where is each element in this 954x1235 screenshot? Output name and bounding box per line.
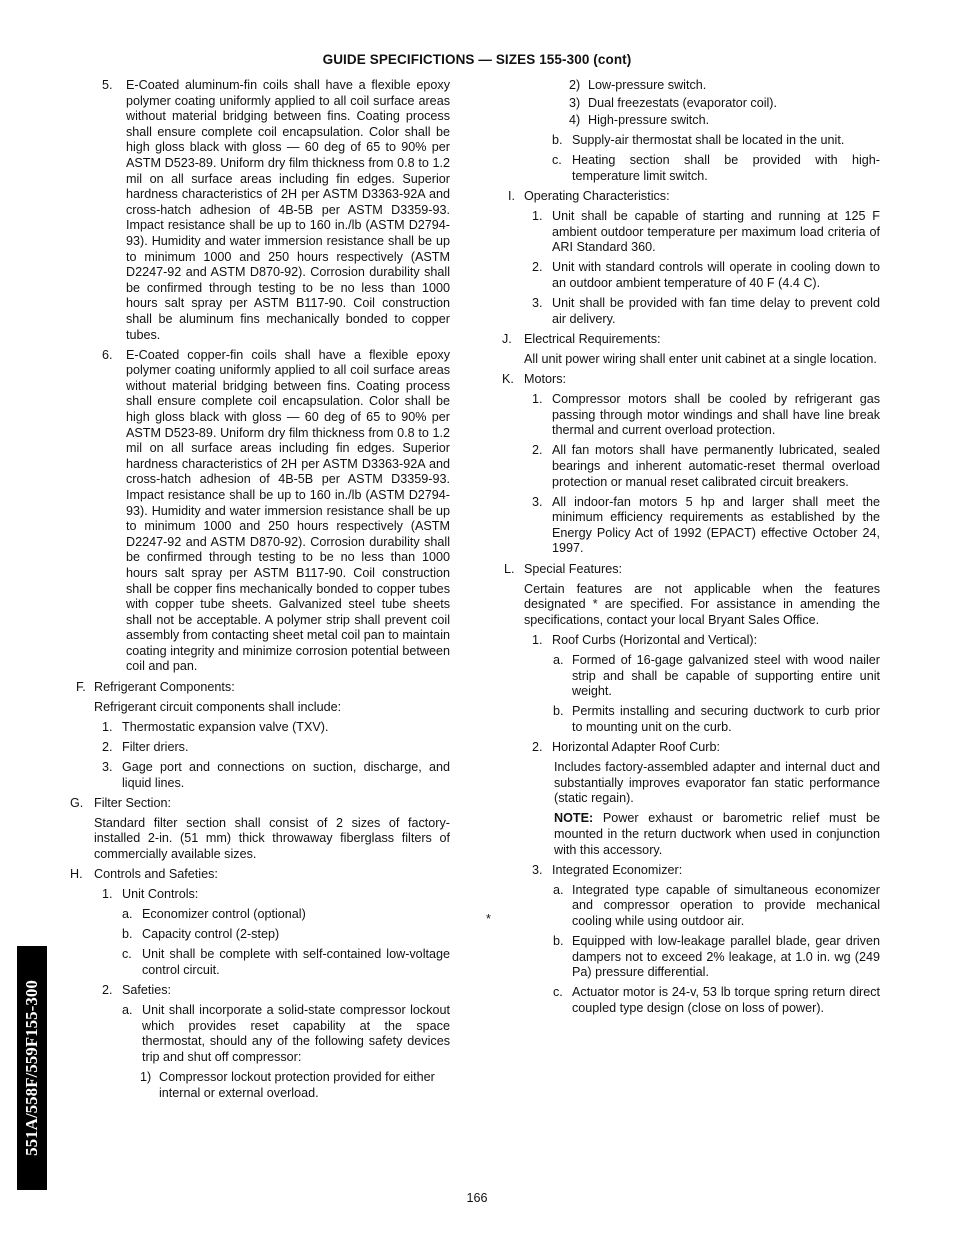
item-letter: b.	[553, 704, 564, 719]
section-k-heading	[502, 372, 880, 388]
item-number: 1.	[532, 209, 543, 224]
section-g-text: Standard filter section shall consist of 2 sizes of factory-installed 2-in. (51 mm) thick throwaway fiberglass filters of commercially available sizes.	[94, 815, 450, 861]
spec-item-e5	[96, 78, 450, 343]
page-number: 166	[466, 1191, 488, 1205]
item-letter: b.	[553, 934, 564, 948]
item-text: Integrated type capable of simultaneous economizer and compressor operation to provide mechanical cooling while using outdoor air.	[572, 882, 880, 928]
list-item	[122, 907, 450, 923]
spec-item-e6	[96, 348, 450, 675]
section-title: Electrical Requirements:	[524, 331, 661, 346]
item-number: 3.	[102, 759, 113, 774]
section-letter: F.	[76, 679, 86, 694]
list-item	[532, 209, 880, 256]
section-l-heading	[504, 562, 880, 578]
item-number: 2.	[532, 739, 543, 754]
item-number: 1.	[532, 392, 543, 407]
section-j-text: All unit power wiring shall enter unit cabinet at a single location.	[524, 351, 877, 366]
item-number: 1.	[102, 887, 113, 902]
list-item	[140, 1070, 450, 1101]
section-f-intro: Refrigerant circuit components shall include:	[94, 699, 342, 714]
item-text: Gage port and connections on suction, discharge, and liquid lines.	[122, 759, 450, 790]
item-letter: a.	[553, 653, 564, 667]
section-f-heading	[76, 680, 450, 696]
section-letter: K.	[502, 372, 514, 386]
section-title: Refrigerant Components:	[94, 679, 235, 694]
item-text: Unit Controls:	[122, 887, 199, 902]
section-title: Motors:	[524, 372, 566, 386]
item-text: E-Coated aluminum-fin coils shall have a flexible epoxy polymer coating uniformly applied to all coil surface areas without material bridging between fins. Coating process shall ensure complete coil encapsulation. Color shall be high gloss black with gloss — 60 deg of 65 to 90% per ASTM D523-89. Uniform dry film thickness from 0.8 to 1.2 mil on all surface areas including fin edges. Superior hardness characteristics of 2H per ASTM D3363-92A and cross-hatch adhesion of 4B-5B per ASTM D3359-93. Impact resistance shall be up to 160 in./lb (ASTM D2794-93). Humidity and water immersion resistance shall be up to minimum 1000 and 250 hours respectively (ASTM D2247-92 and ASTM D870-92). Corrosion durability shall be confirmed through testing to be no less than 1000 hours salt spray per ASTM B117-90. Coil construction shall be aluminum fins mechanically bonded to copper tubes.	[126, 78, 450, 342]
list-item	[569, 96, 880, 112]
item-text: Economizer control (optional)	[142, 907, 306, 922]
item-text: Compressor lockout protection provided for either internal or external overload.	[159, 1070, 435, 1100]
section-title: Controls and Safeties:	[94, 867, 218, 881]
item-letter: b.	[552, 133, 563, 148]
item-number: 1)	[140, 1070, 152, 1085]
subsection-l2-text: Includes factory-assembled adapter and internal duct and substantially improves evaporator fan static performance (static regain).	[554, 760, 880, 806]
subsection-h1-heading	[96, 887, 450, 903]
subsection-l2-heading	[532, 740, 880, 756]
item-text: Heating section shall be provided with high-temperature limit switch.	[572, 153, 880, 183]
item-letter: c.	[552, 153, 562, 168]
item-text: Compressor motors shall be cooled by refrigerant gas passing through motor windings and shall have line break thermal and current overload protection.	[552, 392, 880, 438]
item-text: All indoor-fan motors 5 hp and larger shall meet the minimum efficiency requirements as established by the Energy Policy Act of 1992 (EPACT) effective October 24, 1997.	[552, 494, 880, 556]
page-header: GUIDE SPECIFICTIONS — SIZES 155-300 (cont)	[322, 52, 632, 67]
item-text: Thermostatic expansion valve (TXV).	[122, 719, 329, 734]
subsection-l1-heading	[532, 633, 880, 649]
list-item	[569, 113, 880, 129]
section-title: Special Features:	[524, 561, 623, 576]
item-number: 6.	[102, 347, 113, 362]
item-text: Horizontal Adapter Roof Curb:	[552, 739, 721, 754]
list-item	[553, 934, 880, 981]
list-item	[96, 740, 450, 756]
list-item	[532, 296, 880, 327]
section-l-text: Certain features are not applicable when the features designated * are specified. For assistance in amending the specifications, contact your local Bryant Sales Office.	[524, 581, 880, 627]
list-item	[122, 1003, 450, 1065]
item-letter: c.	[122, 947, 132, 962]
list-item	[552, 153, 880, 184]
list-item	[553, 883, 880, 930]
item-text: Formed of 16-gage galvanized steel with wood nailer strip and shall be capable of supporting entire unit weight.	[572, 653, 880, 699]
list-item	[532, 495, 880, 557]
item-number: 3.	[532, 296, 543, 311]
item-number: 2.	[532, 260, 543, 275]
section-letter: I.	[508, 189, 515, 204]
item-text: All fan motors shall have permanently lubricated, sealed bearings and inherent automatic-reset thermal overload protection or manual reset calibrated circuit breakers.	[552, 443, 880, 489]
right-column	[502, 78, 880, 1021]
item-letter: c.	[553, 985, 563, 1000]
left-column	[70, 78, 450, 1106]
item-text: Supply-air thermostat shall be located in the unit.	[572, 133, 845, 148]
list-item	[532, 260, 880, 291]
subsection-l3-heading	[532, 863, 880, 879]
item-text: Filter driers.	[122, 739, 189, 754]
item-number: 5.	[102, 78, 113, 92]
section-g-heading	[70, 796, 450, 812]
item-number: 2.	[532, 443, 543, 458]
item-number: 3.	[532, 494, 543, 509]
item-text: Permits installing and securing ductwork to curb prior to mounting unit on the curb.	[572, 704, 880, 734]
item-text: E-Coated copper-fin coils shall have a flexible epoxy polymer coating uniformly applied to all coil surface areas without material bridging between fins. Coating process shall ensure complete coil encapsulation. Color shall be high gloss black with gloss — 60 deg of 65 to 90% per ASTM D523-89. Uniform dry film thickness from 0.8 to 1.2 mil on all surface areas including fin edges. Superior hardness characteristics of 2H per ASTM D3363-92A and cross-hatch adhesion of 4B-5B per ASTM D3359-93. Impact resistance shall be up to 160 in./lb (ASTM D2794-93). Humidity and water immersion resistance shall be up to minimum 1000 and 250 hours respectively (ASTM D2247-92 and ASTM D870-92). Corrosion durability shall be confirmed through testing to be no less than 1000 hours salt spray per ASTM B117-90. Coil construction shall be copper fins mechanically bonded to copper tubes with copper tube sheets. Galvanized steel tube sheets shall not be acceptable. A polymer strip shall prevent coil assembly from contacting sheet metal coil pan to maintain coating integrity and minimize corrosion potential between coil and pan.	[126, 347, 450, 674]
item-text: High-pressure switch.	[588, 113, 710, 128]
note-text: Power exhaust or barometric relief must be mounted in the return ductwork when used in conjunction with this accessory.	[554, 811, 880, 857]
item-text: Roof Curbs (Horizontal and Vertical):	[552, 632, 758, 647]
list-item	[553, 704, 880, 735]
item-text: Low-pressure switch.	[588, 78, 707, 92]
section-letter: J.	[502, 331, 512, 346]
item-number: 2.	[102, 983, 113, 998]
special-feature-asterisk: *	[486, 912, 491, 926]
item-text: Integrated Economizer:	[552, 862, 683, 877]
list-item	[569, 78, 880, 94]
section-letter: H.	[70, 867, 83, 881]
item-text: Unit shall incorporate a solid-state compressor lockout which provides reset capability at the space thermostat, should any of the following safety devices trip and shut off compressor:	[142, 1003, 450, 1064]
list-item	[532, 443, 880, 490]
list-item	[122, 947, 450, 978]
list-item	[553, 653, 880, 700]
item-text: Equipped with low-leakage parallel blade, gear driven dampers not to exceed 2% leakage, at 1.0 in. wg (249 Pa) pressure differential.	[572, 934, 880, 980]
item-letter: b.	[122, 927, 133, 942]
item-number: 4)	[569, 113, 581, 128]
item-number: 1.	[102, 719, 113, 734]
list-item	[532, 392, 880, 439]
item-letter: a.	[553, 882, 564, 897]
side-tab	[17, 946, 47, 1190]
section-title: Operating Characteristics:	[524, 189, 670, 204]
item-number: 2.	[102, 739, 113, 754]
note-label: NOTE:	[554, 811, 594, 826]
item-letter: a.	[122, 907, 133, 922]
item-text: Dual freezestats (evaporator coil).	[588, 95, 777, 110]
section-letter: G.	[70, 795, 84, 810]
item-text: Actuator motor is 24-v, 53 lb torque spring return direct coupled type design (close on loss of power).	[572, 985, 880, 1015]
list-item	[96, 720, 450, 736]
list-item	[122, 927, 450, 943]
section-title: Filter Section:	[94, 795, 171, 810]
section-letter: L.	[504, 561, 515, 576]
section-i-heading	[508, 189, 880, 205]
item-text: Capacity control (2-step)	[142, 927, 280, 942]
item-text: Unit with standard controls will operate in cooling down to an outdoor ambient temperature of 40 F (4.4 C).	[552, 260, 880, 291]
item-text: Safeties:	[122, 983, 172, 998]
item-text: Unit shall be provided with fan time delay to prevent cold air delivery.	[552, 296, 880, 326]
section-j-heading	[502, 332, 880, 348]
item-letter: a.	[122, 1003, 133, 1018]
item-number: 2)	[569, 78, 581, 92]
list-item	[552, 133, 880, 149]
item-text: Unit shall be complete with self-contained low-voltage control circuit.	[142, 947, 450, 977]
section-h-heading	[70, 867, 450, 883]
item-text: Unit shall be capable of starting and running at 125 F ambient outdoor temperature per maximum load criteria of ARI Standard 360.	[552, 209, 880, 255]
item-number: 3.	[532, 862, 543, 877]
item-number: 3)	[569, 95, 581, 110]
note-paragraph	[554, 811, 880, 858]
side-tab-label: 551A/558F/559F155-300	[22, 980, 42, 1156]
item-number: 1.	[532, 632, 543, 647]
list-item	[96, 760, 450, 791]
subsection-h2-heading	[96, 983, 450, 999]
list-item	[553, 985, 880, 1016]
